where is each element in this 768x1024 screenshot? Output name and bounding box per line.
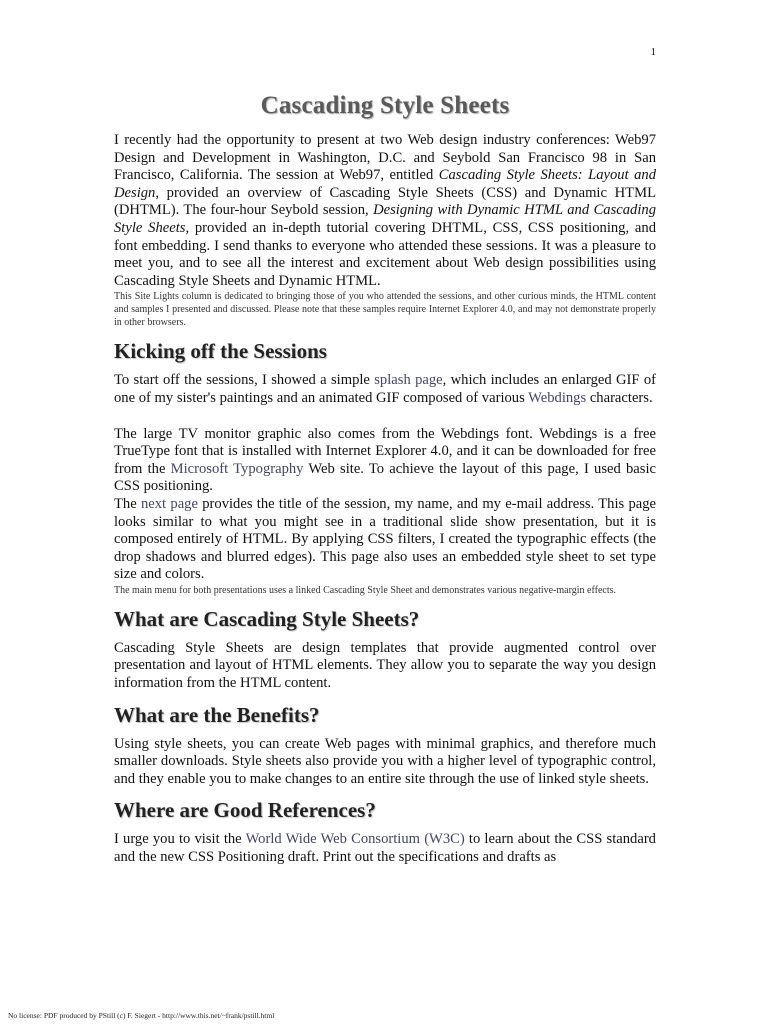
kicking-off-paragraph-1	[114, 372, 656, 407]
intro-text-b: , provided an overview of Cascading Style Sheets (CSS) and Dynamic HTML (DHTML). The four-hour Seybold session,	[114, 184, 656, 219]
heading-references: Where are Good References?	[114, 798, 376, 823]
intro-note: This Site Lights column is dedicated to bringing those of you who attended the sessions, and other curious minds, the HTML content and samples I presented and discussed. Please note that these samples require Internet Explorer 4.0, and may not demonstrate properly in other browsers.	[114, 291, 656, 329]
kicking-off-text-a: To start off the sessions, I showed a simple	[114, 372, 375, 389]
intro-title-web97: Cascading Style Sheets: Layout and Design	[114, 167, 656, 201]
kicking-off-text-c: characters.	[586, 389, 653, 406]
kicking-off-p3-text-a: The	[114, 495, 141, 512]
intro-text-c: , provided an in-depth tutorial covering DHTML, CSS, CSS positioning, and font embedding. I send thanks to everyone who attended these sessions. It was a pleasure to meet you, and to see all the interest and excitement about Web design possibilities using Cascading Style Sheets and Dynamic HTML.	[114, 219, 656, 289]
intro-text-a: I recently had the opportunity to present at two Web design industry conferences: Web97 Design and Development in Washington, D.C. and Seybold San Francisco 98 in San Francisco, California. The session at Web97, entitled	[114, 132, 656, 184]
kicking-off-p2-text-b: Web site. To achieve the layout of this page, I used basic CSS positioning.	[114, 460, 656, 495]
kicking-off-p2-text-a: The large TV monitor graphic also comes from the Webdings font. Webdings is a free TrueType font that is installed with Internet Explorer 4.0, and it can be downloaded for free from the	[114, 425, 656, 477]
splash-page-link[interactable]: splash page	[374, 372, 443, 389]
kicking-off-paragraph-3	[114, 496, 656, 584]
page-title: Cascading Style Sheets	[260, 92, 510, 119]
paragraph-gap	[114, 408, 656, 426]
heading-what-are-css: What are Cascading Style Sheets?	[114, 606, 420, 631]
page-number: 1	[650, 46, 656, 58]
microsoft-typography-link[interactable]: Microsoft Typography	[170, 460, 304, 477]
intro-title-seybold: Designing with Dynamic HTML and Cascading Style Sheets	[114, 202, 656, 236]
kicking-off-p3-text-b: provides the title of the session, my name, and my e-mail address. This page looks similar to what you might see in a traditional slide show presentation, but it is composed entirely of HTML. By applying CSS filters, I created the typographic effects (the drop shadows and blurred edges). This page also uses an embedded style sheet to set type size and colors.	[114, 495, 657, 583]
references-text-b: to learn about the CSS standard and the new CSS Positioning draft. Print out the specifications and drafts as	[114, 831, 656, 866]
intro-paragraph	[114, 132, 656, 290]
w3c-link[interactable]: World Wide Web Consortium (W3C)	[245, 831, 465, 848]
next-page-link[interactable]: next page	[140, 495, 198, 512]
kicking-off-paragraph-2	[114, 426, 656, 496]
webdings-link[interactable]: Webdings	[528, 389, 587, 406]
heading-benefits: What are the Benefits?	[114, 702, 320, 727]
what-are-css-paragraph: Cascading Style Sheets are design templates that provide augmented control over presentation and layout of HTML elements. They allow you to separate the way you design information from the HTML content.	[114, 639, 656, 692]
references-paragraph	[114, 831, 656, 866]
benefits-paragraph: Using style sheets, you can create Web pages with minimal graphics, and therefore much smaller downloads. Style sheets also provide you with a higher level of typographic control, and they enable you to make changes to an entire site through the use of linked style sheets.	[114, 735, 656, 787]
kicking-off-note: The main menu for both presentations uses a linked Cascading Style Sheet and demonstrates various negative-margin effects.	[114, 584, 616, 596]
kicking-off-text-b: , which includes an enlarged GIF of one of my sister's paintings and an animated GIF composed of various	[114, 372, 656, 406]
document-body	[114, 92, 656, 867]
footer-license-note: No license: PDF produced by PStill (c) F. Siegert - http://www.this.net/~frank/pstill.html	[8, 1011, 275, 1020]
heading-kicking-off: Kicking off the Sessions	[114, 339, 327, 364]
references-text-a: I urge you to visit the	[114, 831, 246, 848]
